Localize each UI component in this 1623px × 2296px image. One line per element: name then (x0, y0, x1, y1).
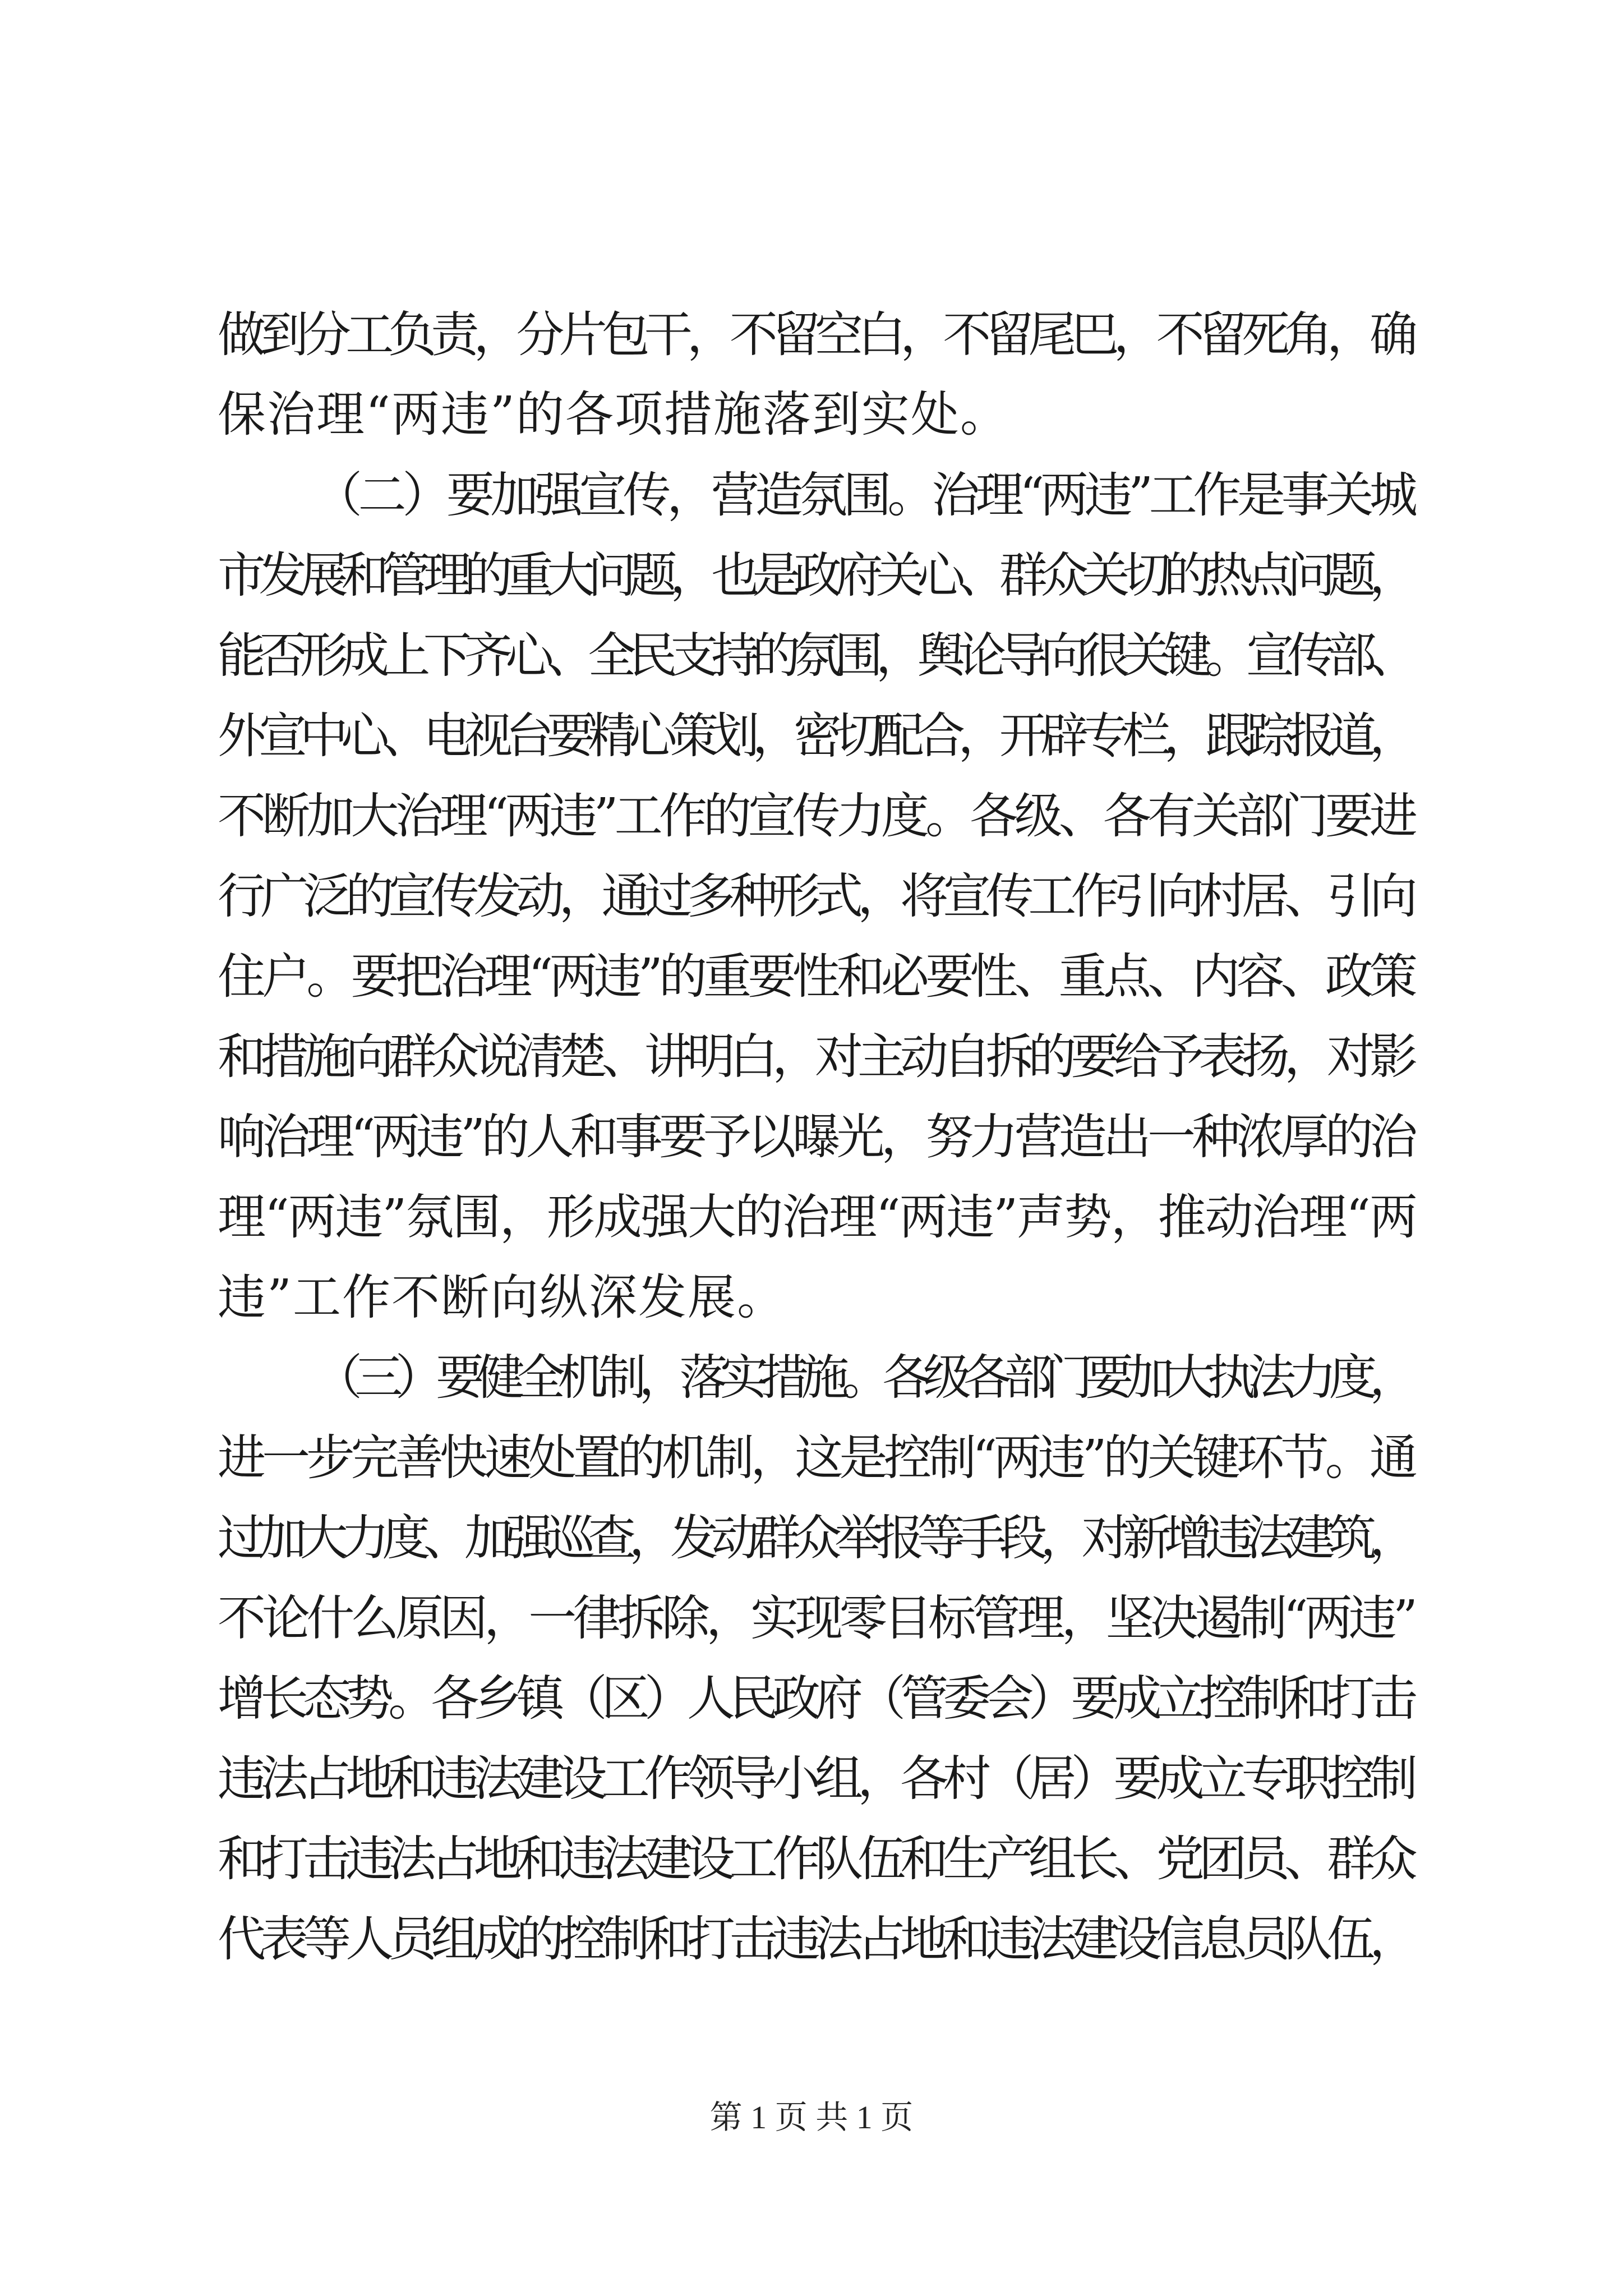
text-line: 行广泛的宣传发动，通过多种形式，将宣传工作引向村居、引向 (218, 868, 1413, 924)
text-line: 市发展和管理的重大问题，也是政府关心、群众关切的热点问题， (218, 547, 1411, 604)
text-line: 过加大力度、加强巡查，发动群众举报等手段，对新增违法建筑， (218, 1510, 1411, 1566)
text-line: 不论什么原因，一律拆除，实现零目标管理，坚决遏制“两违” (218, 1590, 1414, 1646)
text-line: 进一步完善快速处置的机制，这是控制“两违”的关键环节。通 (218, 1430, 1414, 1486)
text-line: 住户。要把治理“两违”的重要性和必要性、重点、内容、政策 (218, 949, 1414, 1005)
text-line: 违法占地和违法建设工作领导小组，各村（居）要成立专职控制 (218, 1751, 1413, 1807)
text-line: 理“两违”氛围，形成强大的治理“两违”声势，推动治理“两 (218, 1189, 1417, 1245)
text-line: 保治理“两违”的各项措施落到实处。 (218, 386, 1009, 443)
text-line: 和措施向群众说清楚、讲明白，对主动自拆的要给予表扬，对影 (218, 1029, 1413, 1085)
text-line: 和打击违法占地和违法建设工作队伍和生产组长、党团员、群众 (218, 1831, 1413, 1887)
paragraph-start-line: （二）要加强宣传，营造氛围。治理“两违”工作是事关城 (314, 467, 1414, 523)
text-line: 代表等人员组成的控制和打击违法占地和违法建设信息员队伍， (218, 1911, 1413, 1967)
text-line: 响治理“两违”的人和事要予以曝光，努力营造出一种浓厚的治 (218, 1109, 1414, 1165)
text-line: 不断加大治理“两违”工作的宣传力度。各级、各有关部门要进 (218, 788, 1414, 844)
paragraph-start-line: （三）要健全机制，落实措施。各级各部门要加大执法力度， (314, 1350, 1410, 1406)
text-line: 违”工作不断向纵深发展。 (218, 1269, 786, 1326)
page-number-footer: 第 1 页 共 1 页 (709, 2099, 914, 2136)
text-line: 能否形成上下齐心、全民支持的氛围，舆论导向很关键。宣传部、 (218, 628, 1411, 684)
text-line: 外宣中心、电视台要精心策划，密切配合，开辟专栏，跟踪报道， (218, 708, 1411, 764)
text-line: 做到分工负责，分片包干，不留空白，不留尾巴，不留死角，确 (218, 307, 1413, 363)
text-line: 增长态势。各乡镇（区）人民政府（管委会）要成立控制和打击 (218, 1671, 1413, 1727)
